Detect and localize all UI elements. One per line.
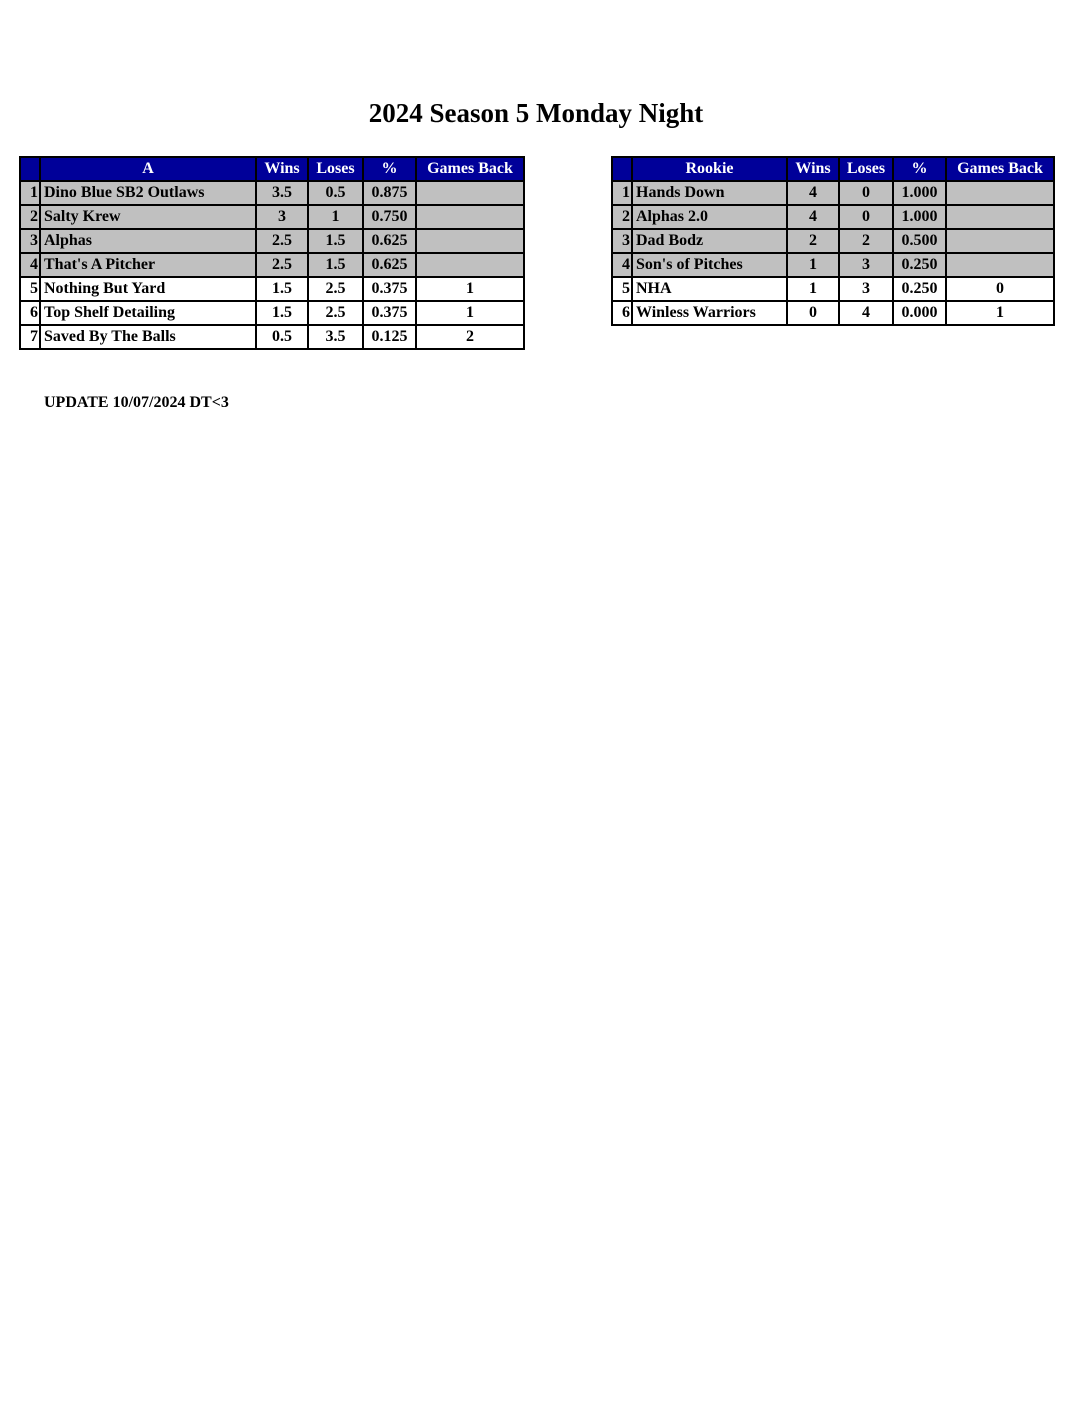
wins-cell: 2	[787, 229, 839, 253]
update-note: UPDATE 10/07/2024 DT<3	[44, 394, 229, 411]
loses-header: Loses	[839, 157, 893, 181]
loses-cell: 1.5	[308, 253, 363, 277]
pct-cell: 0.375	[363, 277, 416, 301]
table-row	[20, 253, 524, 277]
page-title: 2024 Season 5 Monday Night	[368, 98, 704, 128]
loses-cell: 0	[839, 205, 893, 229]
team-cell: Winless Warriors	[632, 301, 787, 325]
rank-cell: 5	[612, 277, 632, 301]
rank-cell: 1	[612, 181, 632, 205]
wins-header: Wins	[256, 157, 308, 181]
rank-cell: 6	[612, 301, 632, 325]
wins-cell: 0.5	[256, 325, 308, 349]
team-cell: NHA	[632, 277, 787, 301]
games-back-cell: 1	[946, 301, 1054, 325]
table-row	[612, 253, 1054, 277]
team-header: A	[40, 157, 256, 181]
pct-cell: 0.625	[363, 229, 416, 253]
division-rookie-standings-table	[611, 156, 1055, 326]
wins-cell: 4	[787, 181, 839, 205]
team-cell: Hands Down	[632, 181, 787, 205]
rank-cell: 1	[20, 181, 40, 205]
loses-cell: 0	[839, 181, 893, 205]
table-row	[20, 325, 524, 349]
team-cell: Alphas 2.0	[632, 205, 787, 229]
loses-cell: 0.5	[308, 181, 363, 205]
pct-cell: 0.500	[893, 229, 946, 253]
table-row	[20, 301, 524, 325]
loses-cell: 4	[839, 301, 893, 325]
pct-cell: 0.125	[363, 325, 416, 349]
table-row	[20, 277, 524, 301]
loses-cell: 2.5	[308, 301, 363, 325]
loses-cell: 2	[839, 229, 893, 253]
wins-cell: 3	[256, 205, 308, 229]
table-header-row	[20, 157, 524, 181]
team-cell: Salty Krew	[40, 205, 256, 229]
table-row	[20, 229, 524, 253]
table-row	[20, 205, 524, 229]
loses-cell: 3	[839, 277, 893, 301]
games-back-cell: 2	[416, 325, 524, 349]
team-cell: That's A Pitcher	[40, 253, 256, 277]
wins-cell: 3.5	[256, 181, 308, 205]
loses-cell: 2.5	[308, 277, 363, 301]
rank-cell: 3	[20, 229, 40, 253]
team-cell: Dino Blue SB2 Outlaws	[40, 181, 256, 205]
loses-cell: 1.5	[308, 229, 363, 253]
rank-cell: 4	[612, 253, 632, 277]
pct-header: %	[893, 157, 946, 181]
games-back-cell	[946, 229, 1054, 253]
team-cell: Nothing But Yard	[40, 277, 256, 301]
rank-cell: 2	[20, 205, 40, 229]
wins-cell: 0	[787, 301, 839, 325]
wins-header: Wins	[787, 157, 839, 181]
rank-header	[20, 157, 40, 181]
pct-cell: 0.750	[363, 205, 416, 229]
games-back-cell	[946, 253, 1054, 277]
wins-cell: 1.5	[256, 301, 308, 325]
wins-cell: 1.5	[256, 277, 308, 301]
team-cell: Alphas	[40, 229, 256, 253]
rank-cell: 6	[20, 301, 40, 325]
loses-header: Loses	[308, 157, 363, 181]
pct-cell: 0.250	[893, 253, 946, 277]
loses-cell: 3	[839, 253, 893, 277]
table-header-row	[612, 157, 1054, 181]
games-back-header: Games Back	[946, 157, 1054, 181]
wins-cell: 2.5	[256, 229, 308, 253]
pct-header: %	[363, 157, 416, 181]
rank-cell: 3	[612, 229, 632, 253]
wins-cell: 1	[787, 253, 839, 277]
games-back-header: Games Back	[416, 157, 524, 181]
table-row	[20, 181, 524, 205]
team-header: Rookie	[632, 157, 787, 181]
pct-cell: 0.000	[893, 301, 946, 325]
loses-cell: 1	[308, 205, 363, 229]
games-back-cell	[946, 181, 1054, 205]
wins-cell: 4	[787, 205, 839, 229]
wins-cell: 1	[787, 277, 839, 301]
rank-cell: 2	[612, 205, 632, 229]
rank-cell: 5	[20, 277, 40, 301]
table-row	[612, 301, 1054, 325]
rank-header	[612, 157, 632, 181]
pct-cell: 0.375	[363, 301, 416, 325]
table-row	[612, 277, 1054, 301]
wins-cell: 2.5	[256, 253, 308, 277]
games-back-cell	[416, 253, 524, 277]
table-row	[612, 205, 1054, 229]
team-cell: Top Shelf Detailing	[40, 301, 256, 325]
games-back-cell: 0	[946, 277, 1054, 301]
pct-cell: 1.000	[893, 181, 946, 205]
games-back-cell	[416, 205, 524, 229]
rank-cell: 7	[20, 325, 40, 349]
loses-cell: 3.5	[308, 325, 363, 349]
team-cell: Saved By The Balls	[40, 325, 256, 349]
table-row	[612, 181, 1054, 205]
pct-cell: 0.625	[363, 253, 416, 277]
games-back-cell: 1	[416, 277, 524, 301]
pct-cell: 1.000	[893, 205, 946, 229]
team-cell: Dad Bodz	[632, 229, 787, 253]
games-back-cell: 1	[416, 301, 524, 325]
games-back-cell	[946, 205, 1054, 229]
division-a-standings-table	[19, 156, 525, 350]
table-row	[612, 229, 1054, 253]
games-back-cell	[416, 181, 524, 205]
rank-cell: 4	[20, 253, 40, 277]
pct-cell: 0.250	[893, 277, 946, 301]
team-cell: Son's of Pitches	[632, 253, 787, 277]
games-back-cell	[416, 229, 524, 253]
pct-cell: 0.875	[363, 181, 416, 205]
